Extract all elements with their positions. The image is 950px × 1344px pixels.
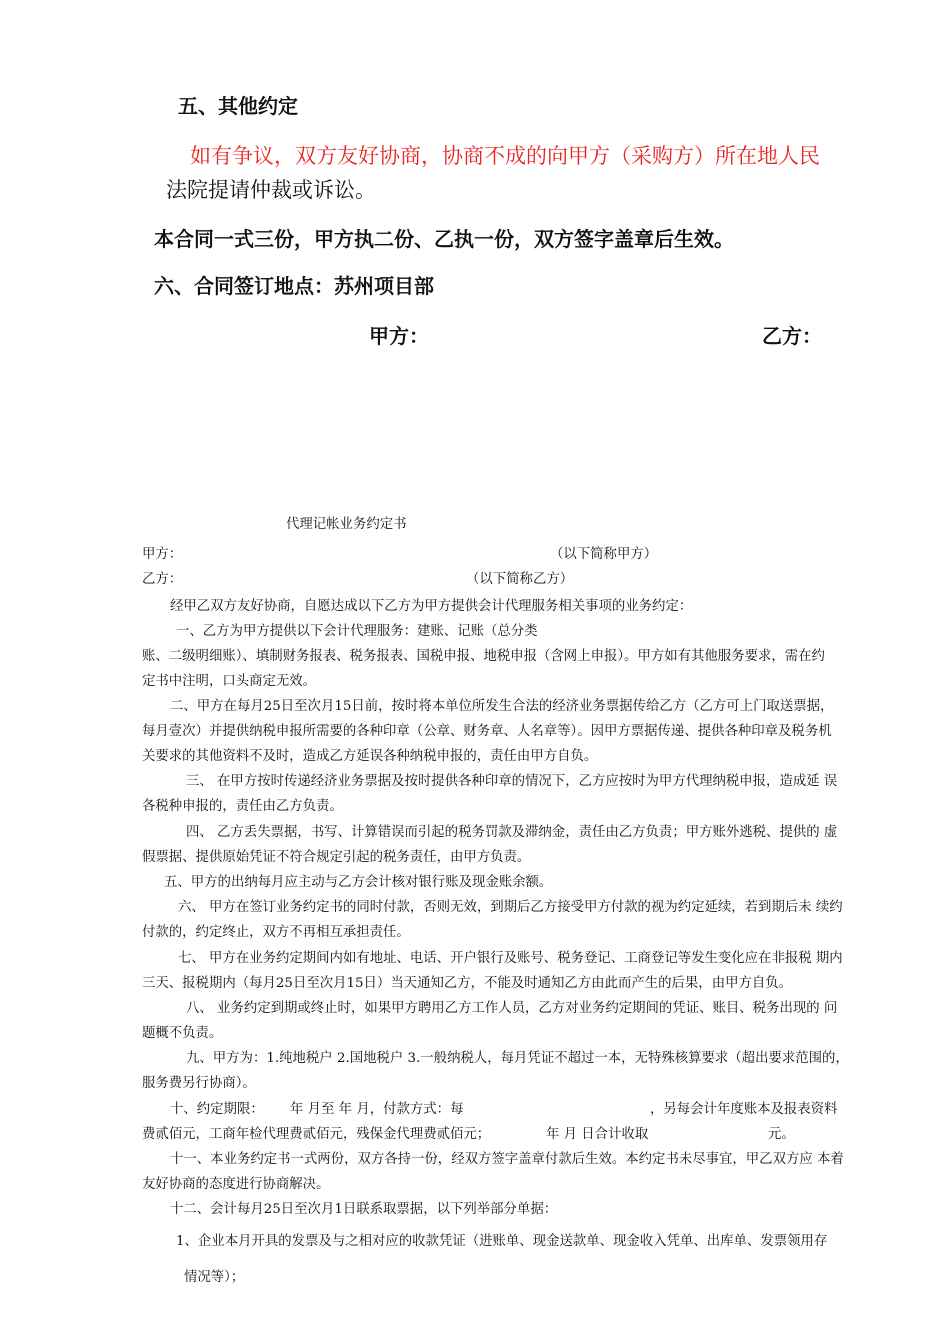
clause-11-line-1: 十一、本业务约定书一式两份，双方各持一份，经双方签字盖章付款后生效。本约定书未尽事宜，甲乙双方应 本着 [170, 1152, 844, 1167]
dispute-clause-line-2: 法院提请仲裁或诉讼。 [166, 178, 376, 202]
clause-10-term-label: 十、约定期限： [170, 1102, 264, 1117]
section-5-title: 五、其他约定 [178, 94, 298, 118]
clause-4-line-1: 四、 乙方丢失票据，书写、计算错误而引起的税务罚款及滞纳金，责任由乙方负责；甲方账外逃税、提供的 虚 [186, 825, 838, 840]
clause-9-line-2: 服务费另行协商）。 [142, 1076, 256, 1091]
party-b-label: 乙方： [142, 572, 183, 587]
copies-clause: 本合同一式三份，甲方执二份、乙执一份，双方签字盖章后生效。 [154, 227, 734, 251]
clause-5-line-1: 五、甲方的出纳每月应主动与乙方会计核对银行账及现金账余额。 [164, 875, 553, 890]
party-a-label: 甲方： [142, 547, 183, 562]
party-a-signature-label: 甲方： [369, 324, 429, 348]
clause-3-line-1: 三、 在甲方按时传递经济业务票据及按时提供各种印章的情况下，乙方应按时为甲方代理纳税申报，造成延 误 [186, 774, 838, 789]
clause-7-line-1: 七、 甲方在业务约定期间内如有地址、电话、开户银行及账号、税务登记、工商登记等发生变化应在非报税 期内 [178, 951, 843, 966]
clause-4-line-2: 假票据、提供原始凭证不符合规定引起的税务责任，由甲方负责。 [142, 850, 531, 865]
clause-9-line-1: 九、甲方为：1.纯地税户 2.国地税户 3.一般纳税人，每月凭证不超过一本，无特殊核算要求（超出要求范围的， [186, 1051, 849, 1066]
clause-11-line-2: 友好协商的态度进行协商解决。 [142, 1177, 330, 1192]
clause-8-line-2: 题概不负责。 [142, 1026, 223, 1041]
section-6-signing-place: 六、合同签订地点：苏州项目部 [154, 274, 434, 298]
party-b-abbreviation: （以下简称乙方） [466, 572, 574, 587]
document-title: 代理记帐业务约定书 [286, 517, 407, 532]
clause-10-fees-line: 费贰佰元，工商年检代理费贰佰元，残保金代理费贰佰元； [142, 1127, 491, 1142]
clause-2-line-3: 关要求的其他资料不及时，造成乙方延误各种纳税申报的，责任由甲方自负。 [142, 749, 598, 764]
clause-1-line-3: 定书中注明，口头商定无效。 [142, 674, 317, 689]
clause-2-line-1: 二、甲方在每月25日至次月15日前，按时将本单位所发生合法的经济业务票据传给乙方（乙方可上门取送票据， [170, 699, 834, 714]
party-a-abbreviation: （以下简称甲方） [550, 547, 658, 562]
clause-6-line-1: 六、 甲方在签订业务约定书的同时付款，否则无效，到期后乙方接受甲方付款的视为约定延续，若到期后未 续约 [178, 900, 843, 915]
clause-6-line-2: 付款的，约定终止，双方不再相互承担责任。 [142, 925, 410, 940]
party-b-signature-label: 乙方： [762, 324, 822, 348]
clause-10-currency: 元。 [768, 1127, 795, 1142]
clause-12-item-1-line-2: 情况等）； [184, 1270, 245, 1285]
clause-7-line-2: 三天、报税期内（每月25日至次月15日）当天通知乙方，不能及时通知乙方由此而产生的后果，由甲方自负。 [142, 976, 793, 991]
clause-10-extra-fees: ，另每会计年度账本及报表资料 [650, 1102, 838, 1117]
clause-1-line-1: 一、乙方为甲方提供以下会计代理服务：建账、记账（总分类 [176, 624, 538, 639]
clause-10-date-total: 年 月 日合计收取 [546, 1127, 649, 1142]
clause-1-line-2: 账、二级明细账）、填制财务报表、税务报表、国税申报、地税申报（含网上申报）。甲方如有其他服务要求，需在约 [142, 649, 825, 664]
clause-10-term-period: 年 月至 年 月，付款方式：每 [290, 1102, 464, 1117]
clause-2-line-2: 每月壹次）并提供纳税申报所需要的各种印章（公章、财务章、人名章等）。因甲方票据传递、提供各种印章及税务机 [142, 724, 832, 739]
intro-text: 经甲乙双方友好协商，自愿达成以下乙方为甲方提供会计代理服务相关事项的业务约定： [170, 599, 693, 614]
clause-3-line-2: 各税种申报的，责任由乙方负责。 [142, 799, 343, 814]
clause-12-item-1-line-1: 1、企业本月开具的发票及与之相对应的收款凭证（进账单、现金送款单、现金收入凭单、出库单、发票领用存 [176, 1234, 828, 1249]
clause-12-line-1: 十二、会计每月25日至次月1日联系取票据，以下列举部分单据： [170, 1202, 558, 1217]
clause-8-line-1: 八、 业务约定到期或终止时，如果甲方聘用乙方工作人员，乙方对业务约定期间的凭证、账目、税务出现的 问 [186, 1001, 838, 1016]
dispute-clause-line-1: 如有争议，双方友好协商，协商不成的向甲方（采购方）所在地人民 [190, 144, 820, 168]
